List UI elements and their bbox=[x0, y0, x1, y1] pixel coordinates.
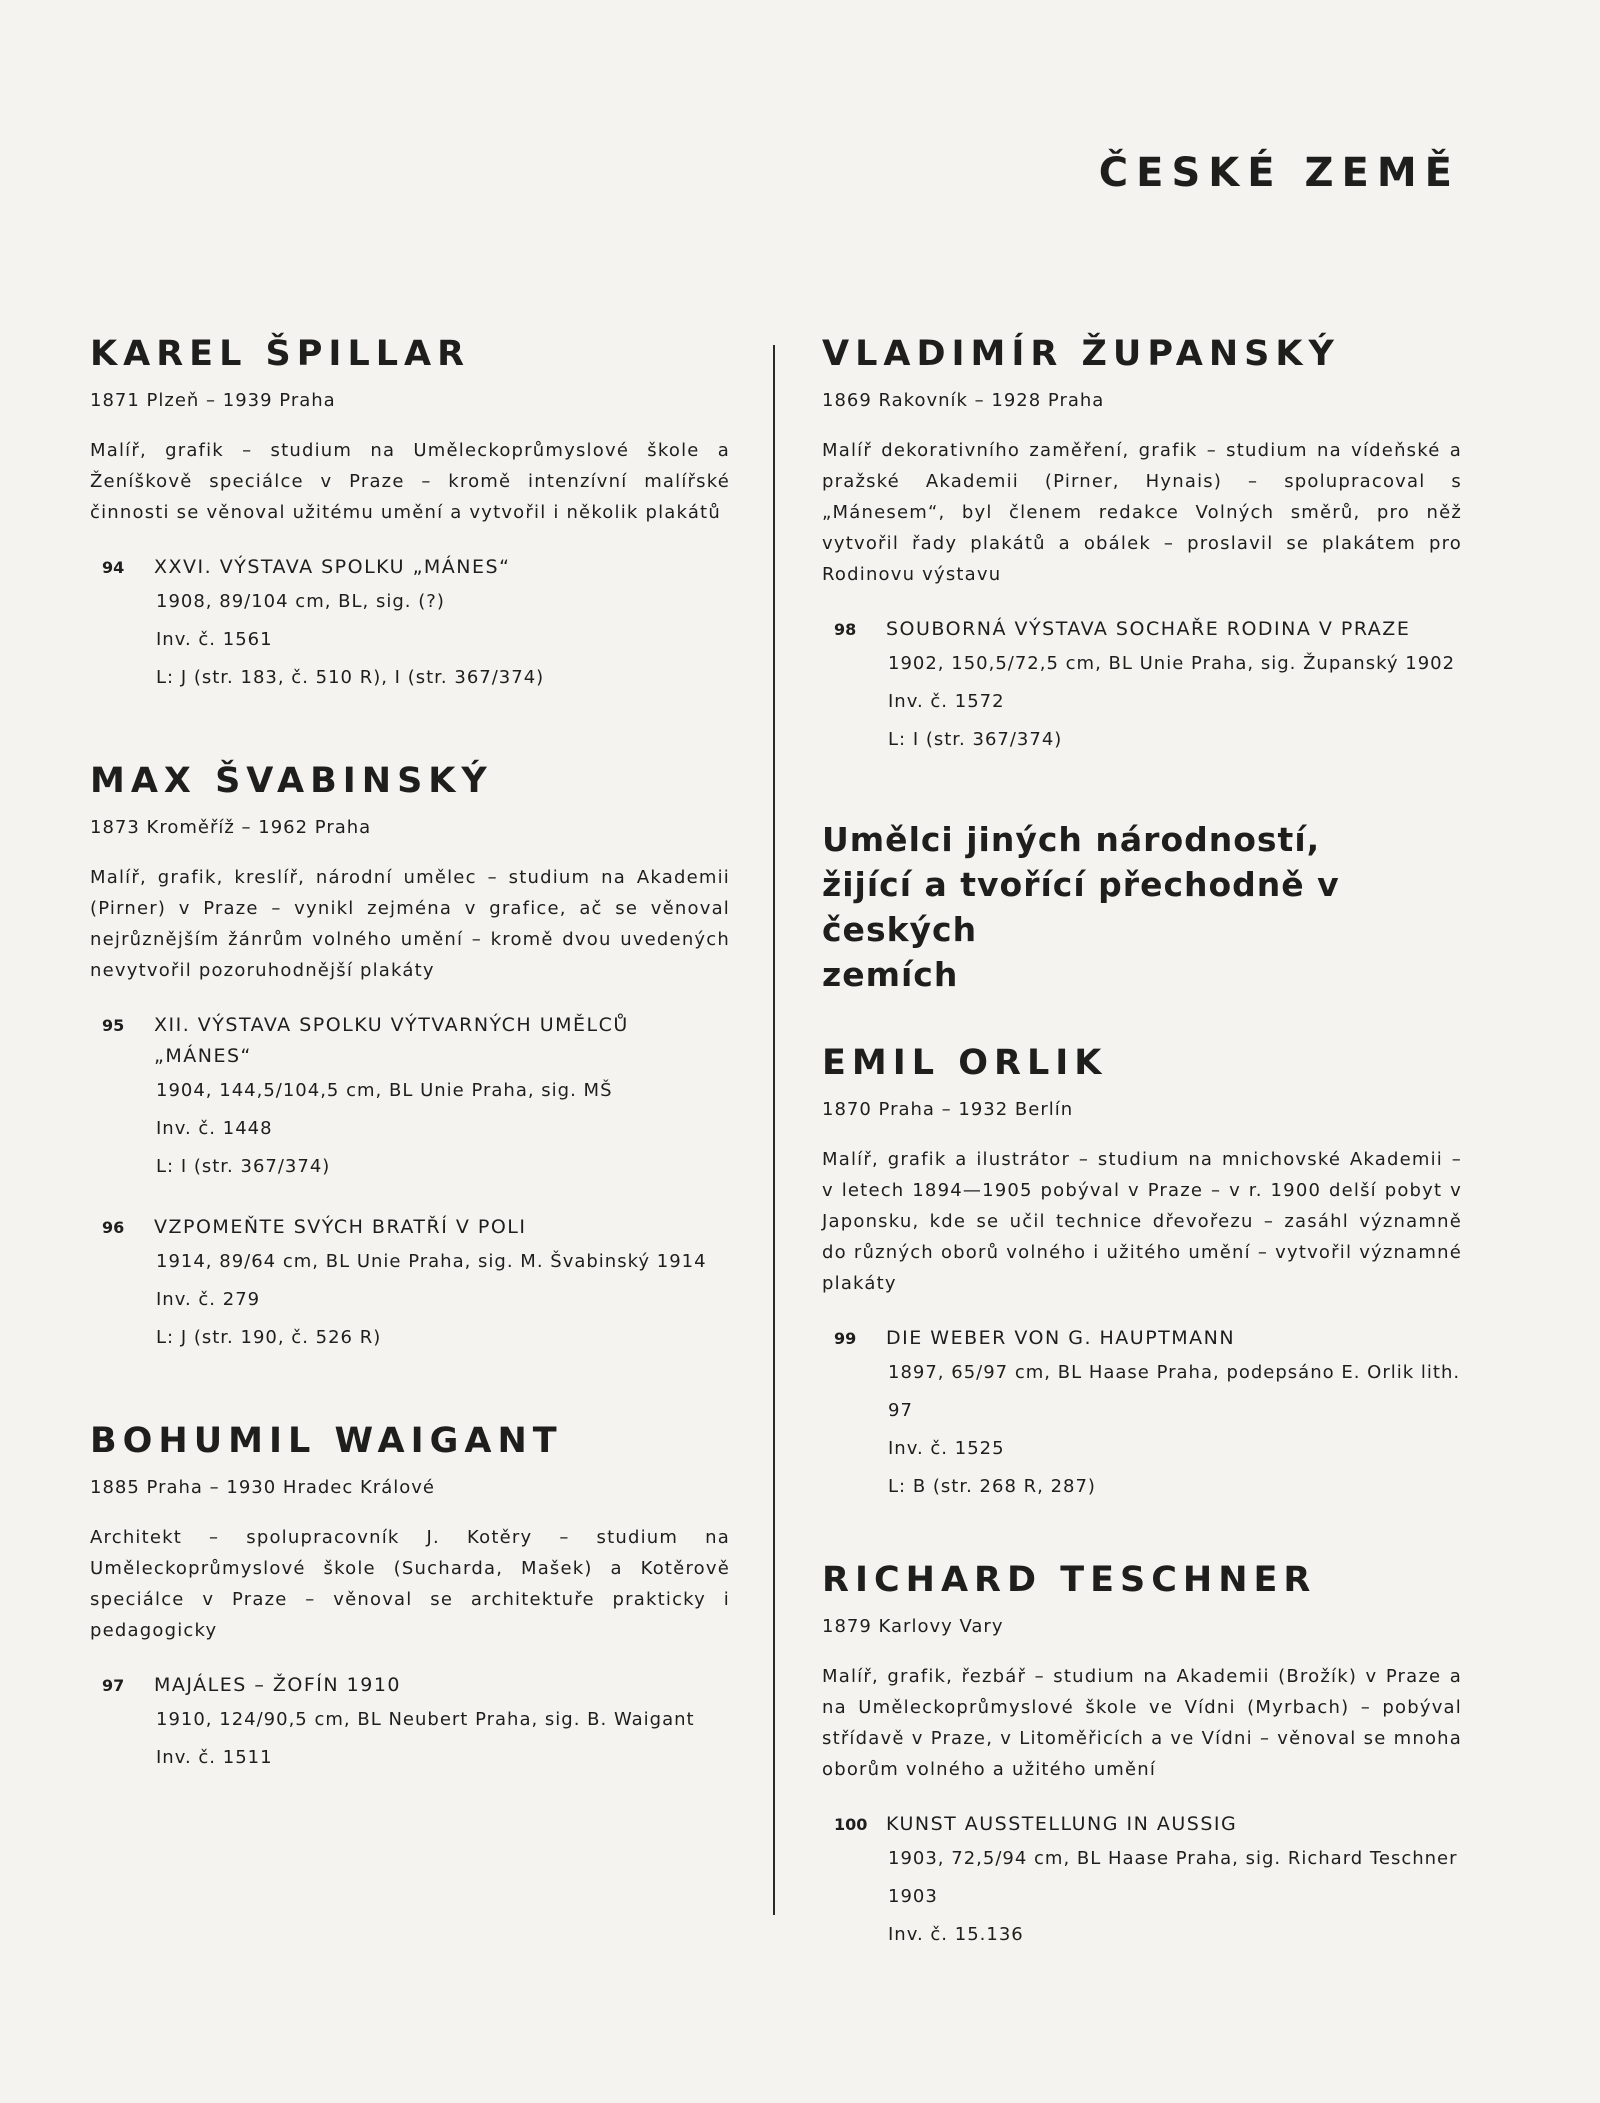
entry-inventory: Inv. č. 1525 bbox=[888, 1438, 1005, 1459]
entry-literature: L: J (str. 190, č. 526 R) bbox=[156, 1327, 382, 1348]
catalog-entry bbox=[90, 1670, 730, 1777]
artist-name: RICHARD TESCHNER bbox=[822, 1560, 1317, 1600]
artist-svabinsky bbox=[90, 757, 730, 1357]
entry-detail: 1908, 89/104 cm, BL, sig. (?) bbox=[156, 591, 445, 612]
artist-dates: 1873 Kroměříž – 1962 Praha bbox=[90, 817, 372, 838]
entry-inventory: Inv. č. 15.136 bbox=[888, 1924, 1024, 1945]
entry-literature: L: I (str. 367/374) bbox=[888, 729, 1063, 750]
artist-spillar bbox=[90, 330, 730, 697]
artist-waigant bbox=[90, 1417, 730, 1777]
entry-detail: 1910, 124/90,5 cm, BL Neubert Praha, sig. B. Waigant bbox=[156, 1709, 695, 1730]
section-heading bbox=[822, 817, 1462, 997]
artist-dates: 1869 Rakovník – 1928 Praha bbox=[822, 390, 1105, 411]
entry-detail: 1904, 144,5/104,5 cm, BL Unie Praha, sig. MŠ bbox=[156, 1080, 613, 1101]
artist-dates: 1885 Praha – 1930 Hradec Králové bbox=[90, 1477, 435, 1498]
section-heading-line: žijící a tvořící přechodně v českých bbox=[822, 865, 1340, 949]
entry-title: VZPOMEŇTE SVÝCH BRATŘÍ V POLI bbox=[154, 1216, 527, 1238]
entry-literature: L: B (str. 268 R, 287) bbox=[888, 1476, 1096, 1497]
entry-inventory: Inv. č. 1448 bbox=[156, 1118, 273, 1139]
artist-name: MAX ŠVABINSKÝ bbox=[90, 761, 493, 801]
artist-teschner bbox=[822, 1556, 1462, 1954]
artist-bio: Malíř, grafik, řezbář – studium na Akademii (Brožík) v Praze a na Uměleckoprůmyslové škole ve Vídni (Myrbach) – pobýval střídavě v Praze, v Litoměřicích a ve Vídni – věnoval se mnoha oborům volného a užitého umění bbox=[822, 1666, 1462, 1780]
entry-literature: L: J (str. 183, č. 510 R), I (str. 367/374) bbox=[156, 667, 545, 688]
entry-detail: 1914, 89/64 cm, BL Unie Praha, sig. M. Švabinský 1914 bbox=[156, 1251, 707, 1272]
left-column bbox=[90, 330, 730, 1817]
entry-literature: L: I (str. 367/374) bbox=[156, 1156, 331, 1177]
entry-title: MAJÁLES – ŽOFÍN 1910 bbox=[154, 1674, 401, 1696]
entry-number: 100 bbox=[834, 1815, 868, 1834]
entry-title: DIE WEBER VON G. HAUPTMANN bbox=[886, 1327, 1236, 1349]
catalog-entry bbox=[90, 1010, 730, 1186]
artist-name: KAREL ŠPILLAR bbox=[90, 334, 471, 374]
entry-inventory: Inv. č. 1572 bbox=[888, 691, 1005, 712]
entry-detail: 1902, 150,5/72,5 cm, BL Unie Praha, sig. Županský 1902 bbox=[888, 653, 1456, 674]
catalog-entry bbox=[822, 1323, 1462, 1506]
entry-title: KUNST AUSSTELLUNG IN AUSSIG bbox=[886, 1813, 1238, 1835]
artist-name: BOHUMIL WAIGANT bbox=[90, 1421, 563, 1461]
catalog-entry bbox=[822, 614, 1462, 759]
entry-inventory: Inv. č. 279 bbox=[156, 1289, 261, 1310]
artist-bio: Architekt – spolupracovník J. Kotěry – studium na Uměleckoprůmyslové škole (Sucharda, Mašek) a Kotěrově speciálce v Praze – věnoval se architektuře prakticky i pedagogicky bbox=[90, 1527, 730, 1641]
column-divider bbox=[773, 345, 775, 1915]
artist-bio: Malíř dekorativního zaměření, grafik – studium na vídeňské a pražské Akademii (Pirner, Hynais) – spolupracoval s „Mánesem“, byl členem redakce Volných směrů, pro něž vytvořil řady plakátů a obálek – proslavil se plakátem pro Rodinovu výstavu bbox=[822, 440, 1462, 585]
artist-name: EMIL ORLIK bbox=[822, 1043, 1108, 1083]
entry-number: 97 bbox=[102, 1676, 125, 1695]
artist-bio: Malíř, grafik, kreslíř, národní umělec – studium na Akademii (Pirner) v Praze – vynikl zejména v grafice, ač se věnoval nejrůznějším žánrům volného umění – kromě dvou uvedených nevytvořil pozoruhodnější plakáty bbox=[90, 867, 730, 981]
entry-number: 95 bbox=[102, 1016, 125, 1035]
entry-title: XXVI. VÝSTAVA SPOLKU „MÁNES“ bbox=[154, 556, 511, 578]
entry-number: 98 bbox=[834, 620, 857, 639]
entry-number: 94 bbox=[102, 558, 125, 577]
artist-name: VLADIMÍR ŽUPANSKÝ bbox=[822, 334, 1340, 374]
page-header: ČESKÉ ZEMĚ bbox=[1098, 150, 1460, 196]
catalog-entry bbox=[90, 1212, 730, 1357]
entry-number: 99 bbox=[834, 1329, 857, 1348]
section-heading-line: zemích bbox=[822, 955, 959, 994]
entry-inventory: Inv. č. 1511 bbox=[156, 1747, 273, 1768]
entry-number: 96 bbox=[102, 1218, 125, 1237]
right-column bbox=[822, 330, 1462, 1994]
artist-orlik bbox=[822, 1039, 1462, 1506]
entry-detail: 1903, 72,5/94 cm, BL Haase Praha, sig. Richard Teschner 1903 bbox=[888, 1848, 1458, 1907]
artist-bio: Malíř, grafik a ilustrátor – studium na mnichovské Akademii – v letech 1894—1905 pobýval v Praze – v r. 1900 delší pobyt v Japonsku, kde se učil technice dřevořezu – zasáhl významně do různých oborů volného i užitého umění – vytvořil významné plakáty bbox=[822, 1149, 1462, 1294]
catalog-entry bbox=[822, 1809, 1462, 1954]
entry-inventory: Inv. č. 1561 bbox=[156, 629, 273, 650]
entry-detail: 1897, 65/97 cm, BL Haase Praha, podepsáno E. Orlik lith. 97 bbox=[888, 1362, 1461, 1421]
entry-title: XII. VÝSTAVA SPOLKU VÝTVARNÝCH UMĚLCŮ „MÁNES“ bbox=[154, 1014, 629, 1067]
artist-dates: 1879 Karlovy Vary bbox=[822, 1616, 1004, 1637]
entry-title: SOUBORNÁ VÝSTAVA SOCHAŘE RODINA V PRAZE bbox=[886, 618, 1411, 640]
artist-dates: 1870 Praha – 1932 Berlín bbox=[822, 1099, 1074, 1120]
artist-bio: Malíř, grafik – studium na Uměleckoprůmyslové škole a Ženíškově speciálce v Praze – kromě intenzívní malířské činnosti se věnoval užitému umění a vytvořil i několik plakátů bbox=[90, 440, 730, 523]
catalog-entry bbox=[90, 552, 730, 697]
artist-dates: 1871 Plzeň – 1939 Praha bbox=[90, 390, 336, 411]
artist-zupansky bbox=[822, 330, 1462, 759]
section-heading-line: Umělci jiných národností, bbox=[822, 820, 1321, 859]
